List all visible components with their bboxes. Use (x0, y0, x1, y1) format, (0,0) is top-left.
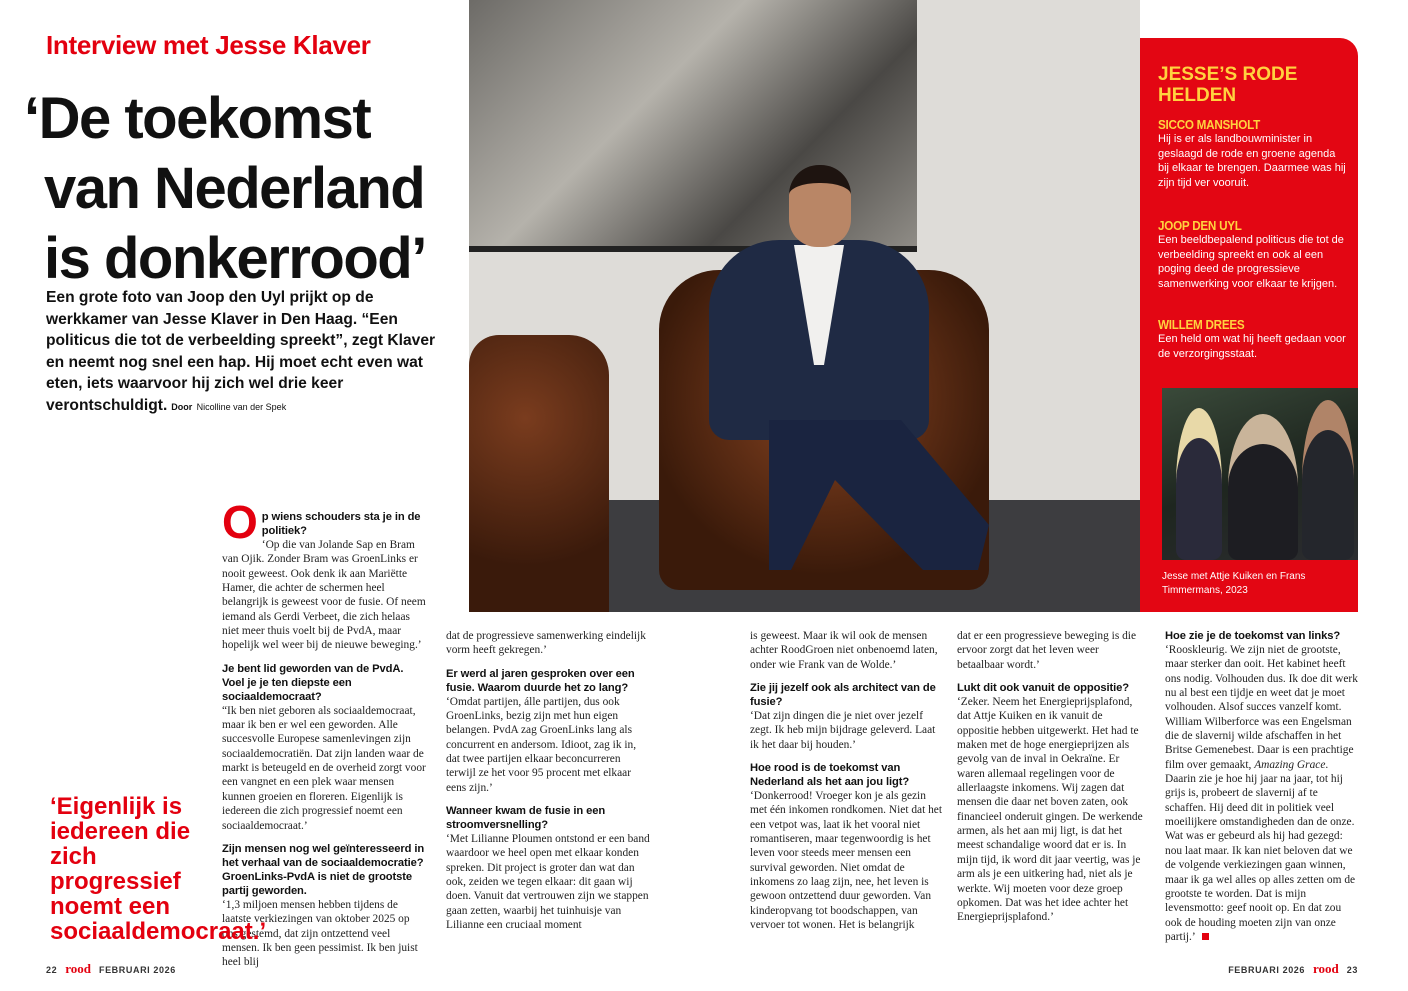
person-figure (1176, 408, 1222, 560)
page-number: 22 (46, 965, 58, 975)
interview-answer: ‘Dat zijn dingen die je niet over jezelf zegt. Ik heb mijn bijdrage geleverd. Laat ik het daar bij houden.’ (750, 710, 936, 751)
interview-answer: ‘Donkerrood! Vroeger kon je als gezin met één inkomen rondkomen. Niet dat het een vetpot was, laat ik het vooral niet romantiseren, maar tegenwoordig is het leven voor steeds meer mensen een survival geworden. Niet omdat de inkomens zo laag zijn, nee, het leven is gewoon ontzettend duur geworden. Van kinderopvang tot boodschappen, van vervoer tot wonen. Het is belangrijk (750, 790, 943, 932)
hero-text: Hij is er als landbouwminister in geslaagd de rode en groene agenda bij elkaar te brengen. Daarmee was hij zijn tijd ver vooruit. (1158, 133, 1346, 189)
byline-label: Door (171, 401, 193, 412)
issue-date: FEBRUARI 2026 (98, 965, 176, 975)
hero-name: JOOP DEN UYL (1158, 218, 1242, 233)
article-column (222, 496, 428, 970)
interview-question: p wiens schouders sta je in de politiek? (261, 511, 421, 537)
hero-item (1158, 117, 1348, 190)
interview-answer (1165, 643, 1360, 944)
main-photo (469, 0, 1140, 612)
article-lead (46, 287, 446, 418)
issue-date: FEBRUARI 2026 (1228, 965, 1306, 975)
answer-text: . Daarin zie je hoe hij jaar na jaar, tot hij grijs is, probeert de slavernij af te schaffen. Hij deed dit in politiek veel moeilijkere omstandigheden dan de onze. Wat was er gebeurd als hij had gezegd: nou laat maar. Ik kan niet beloven dat we de volgende verkiezingen gaan winnen, maar ik ga wel alles op alles zetten om de grootste te worden. Dat is mijn levensmotto: geef nooit op. En dat zou ook de houding moeten zijn van onze partij.’ (1165, 758, 1356, 943)
magazine-logo: rood (1313, 961, 1339, 976)
inset-photo (1162, 388, 1358, 560)
interview-answer: ‘Zeker. Neem het Energieprijsplafond, dat Attje Kuiken en ik vanuit de oppositie hebben uitgewerkt. Het had te maken met de hoge energieprijzen als gevolg van de inval in Oekraïne. Er waren allemaal regelingen voor de allerlaagste inkomens. Wij zagen dat mensen die daar net boven zaten, ook financieel onderuit gingen. De werkende armen, als het aan mij ligt, is dat het meest schandalige woord dat er is. In mijn tijd, ik word dit jaar veertig, was je arm als je een uitkering had, niet als je werkte. Wij moeten voor deze groep opkomen. Dat was het idee achter het Energieprijsplafond.’ (957, 696, 1143, 924)
lead-text: Een grote foto van Joop den Uyl prijkt op de werkkamer van Jesse Klaver in Den Haag. “Een politicus die tot de verbeelding spreekt”, zegt Klaver en neemt nog snel een hap. Hij moet echt even wat eten, iets waarvoor hij zich wel drie keer verontschuldigt. (46, 289, 436, 414)
inset-caption: Jesse met Attje Kuiken en Frans Timmermans, 2023 (1162, 571, 1306, 596)
interview-answer: “Ik ben niet geboren als sociaaldemocraat, maar ik ben er wel een geworden. Alle succesvolle Europese samenlevingen zijn sociaaldemocratiën. Dat zijn landen waar de markt is beteugeld en de overheid zorgt voor een vangnet en een plek waar mensen kunnen groeien en floreren. Eigenlijk is iedereen die zich progressief noemt een sociaaldemocraat.’ (222, 704, 426, 832)
interview-answer: ‘Op die van Jolande Sap en Bram van Ojik. Zonder Bram was GroenLinks er nooit geweest. Ook denk ik aan Mariëtte Hamer, die achter de schermen heel belangrijk is geweest voor de fusie. Of neem iemand als Gerdi Verbeet, die zich helaas niet meer thuis voelt bij de PvdA, maar hopelijk wel weer bij de nieuwe beweging.’ (222, 539, 426, 652)
article-column (957, 629, 1147, 925)
headline-line: van Nederland (44, 156, 425, 221)
pull-quote: ‘Eigenlijk is iedereen die zich progressief noemt een sociaaldemocraat.’ (50, 793, 267, 945)
end-mark-icon (1202, 933, 1209, 940)
interview-question: Je bent lid geworden van de PvdA. Voel je je ten diepste een sociaaldemocraat? (222, 662, 404, 703)
interview-answer: ‘Omdat partijen, álle partijen, dus ook GroenLinks, bezig zijn met hun eigen belangen. PvdA zag GroenLinks lang als concurrent en andersom. Idioot, zag ik in, dat twee partijen elkaar beconcurreren terwijl ze het voor 95 procent met elkaar eens zijn.’ (446, 695, 637, 794)
film-title: Amazing Grace (1254, 758, 1326, 771)
interview-answer: is geweest. Maar ik wil ook de mensen achter RoodGroen niet onbenoemd laten, onder wie Frank van de Wolde.’ (750, 630, 938, 671)
answer-text: ‘Rooskleurig. We zijn niet de grootste, maar sterker dan ooit. Het kabinet heeft ons nodig. Volhouden dus. Ik doe dit werk nu al best een tijdje en weet dat je moet volhouden. Alsof succes vanzelf komt. William Wilberforce was een Engelsman die de slavernij wilde afschaffen in het Britse Gemenebest. Daar is een prachtige film over gemaakt, (1165, 644, 1358, 771)
article-column (1165, 629, 1360, 944)
interview-answer: dat er een progressieve beweging is die ervoor zorgt dat het leven weer betaalbaar wordt.’ (957, 630, 1137, 671)
person-figure (1228, 414, 1298, 560)
byline-name: Nicolline van der Spek (196, 401, 287, 412)
article-column (446, 629, 652, 933)
interview-question: Zie jij jezelf ook als architect van de fusie? (750, 682, 936, 709)
hero-item (1158, 317, 1348, 361)
interview-question: Hoe zie je de toekomst van links? (1165, 630, 1341, 642)
interview-question: Er werd al jaren gesproken over een fusie. Waarom duurde het zo lang? (446, 667, 635, 694)
interview-question: Lukt dit ook vanuit de oppositie? (957, 682, 1129, 695)
interview-answer: ‘1,3 miljoen mensen hebben tijdens de laatste verkiezingen van oktober 2025 op ons gestemd, dat zijn ontzettend veel mensen. Ik ben geen pessimist. Ik ben juist heel blij (222, 898, 418, 969)
interview-question: Wanneer kwam de fusie in een stroomversnelling? (446, 805, 606, 832)
magazine-logo: rood (65, 961, 91, 976)
hero-name: SICCO MANSHOLT (1158, 117, 1260, 132)
hero-text: Een beeldbepalend politicus die tot de verbeelding spreekt en ook al een poging deed de progressieve samenwerking voor elkaar te krijgen. (1158, 234, 1344, 290)
article-column (750, 629, 945, 933)
article-headline (24, 84, 464, 294)
person-head (789, 165, 851, 247)
hero-text: Een held om wat hij heeft gedaan voor de verzorgingsstaat. (1158, 333, 1346, 360)
headline-line: ‘De toekomst (24, 86, 371, 151)
interview-answer: ‘Met Lilianne Ploumen ontstond er een band waardoor we heel open met elkaar konden spreken. Dit project is groter dan wat dan ook, zeiden we tegen elkaar: dit gaan wij doen. Vanuit dat vertrouwen zijn we stappen gaan zetten, waarbij het tuinhuisje van Lilianne een cruciaal moment (446, 833, 650, 932)
person-figure (1302, 400, 1354, 560)
interview-answer: dat de progressieve samenwerking eindelijk vorm heeft gekregen.’ (446, 630, 646, 657)
dropcap: O (222, 496, 258, 548)
hero-name: WILLEM DREES (1158, 317, 1245, 332)
headline-line: is donkerrood’ (44, 226, 426, 291)
footer-right (1228, 961, 1358, 977)
sidebar-title: JESSE’S RODE HELDEN (1158, 64, 1298, 106)
interview-question: Zijn mensen nog wel geïnteresseerd in het verhaal van de sociaaldemocratie? GroenLinks-PvdA is niet de grootste partij geworden. (222, 842, 425, 897)
article-kicker: Interview met Jesse Klaver (46, 30, 371, 60)
chesterfield-sofa (469, 335, 609, 612)
interview-question: Hoe rood is de toekomst van Nederland als het aan jou ligt? (750, 762, 910, 789)
hero-item (1158, 218, 1348, 291)
page-number: 23 (1346, 965, 1358, 975)
footer-left (46, 961, 176, 977)
heroes-sidebar (1140, 38, 1358, 612)
